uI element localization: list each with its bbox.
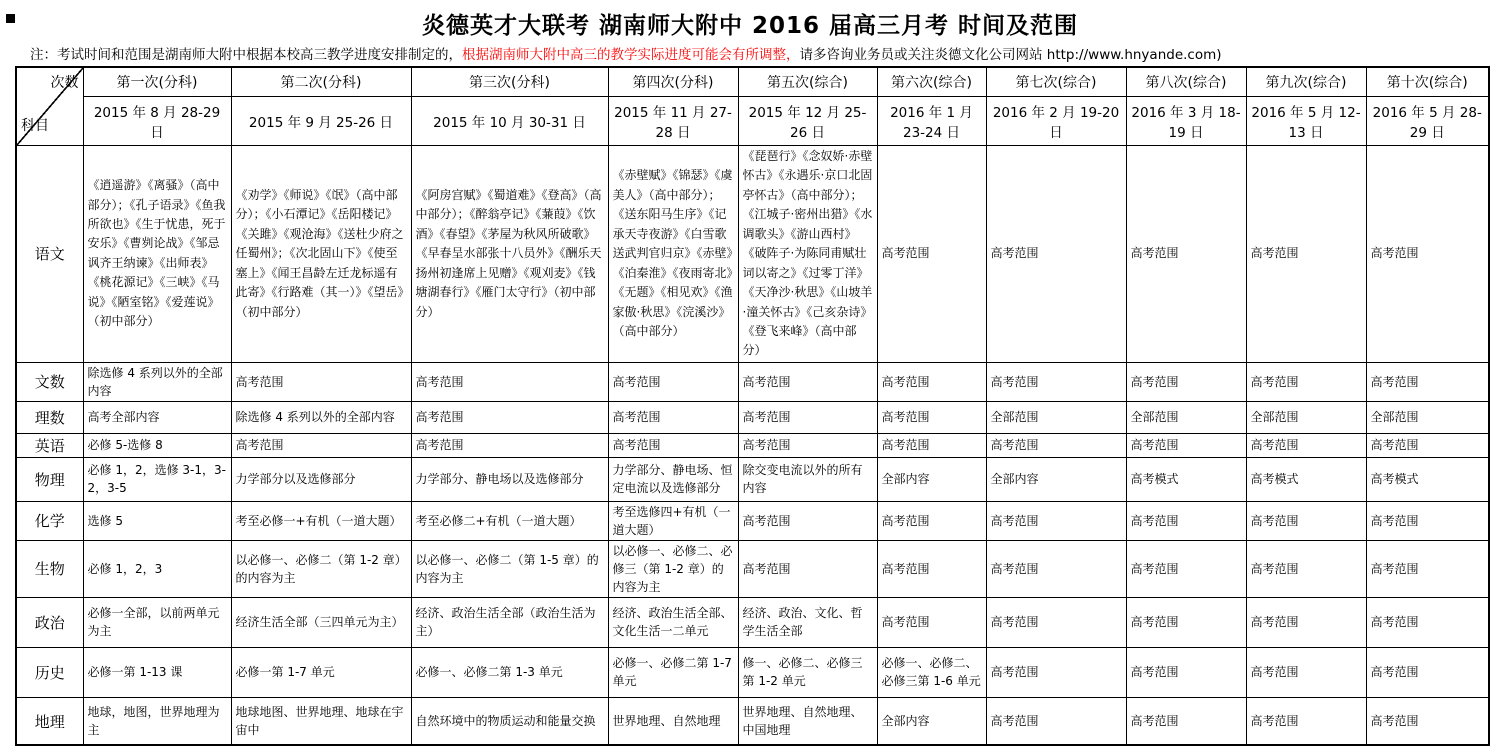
scope-cell: 以必修一、必修二（第 1-2 章）的内容为主 — [231, 540, 411, 597]
scope-cell: 经济、政治、文化、哲学生活全部 — [738, 597, 877, 647]
note-line — [30, 43, 1500, 63]
scope-cell: 高考范围 — [1126, 433, 1246, 457]
scope-cell: 必修 5-选修 8 — [83, 433, 231, 457]
scope-cell: 高考范围 — [986, 697, 1126, 745]
scope-cell: 世界地理、自然地理、中国地理 — [738, 697, 877, 745]
scope-cell: 修一、必修二、必修三第 1-2 单元 — [738, 647, 877, 697]
subject-label: 理数 — [16, 401, 83, 433]
scope-cell: 高考范围 — [1246, 540, 1366, 597]
scope-cell: 全部范围 — [1246, 401, 1366, 433]
exam-number-cell: 第三次(分科) — [411, 67, 608, 97]
subject-label: 语文 — [16, 146, 83, 363]
scope-cell: 经济、政治生活全部（政治生活为主） — [411, 597, 608, 647]
scope-cell: 高考范围 — [877, 401, 986, 433]
scope-cell: 高考范围 — [1246, 501, 1366, 540]
scope-cell: 《劝学》《师说》《氓》（高中部分）；《小石潭记》《岳阳楼记》《关雎》《观沧海》《送杜少府之任蜀州》；《次北固山下》《使至塞上》《闻王昌龄左迁龙标遥有此寄》《行路难（其一）》《望岳》（初中部分） — [231, 146, 411, 363]
subject-row — [16, 697, 1489, 745]
scope-cell: 力学部分、静电场以及选修部分 — [411, 457, 608, 501]
scope-cell: 高考范围 — [1246, 597, 1366, 647]
exam-number-cell: 第七次(综合) — [986, 67, 1126, 97]
scope-cell: 高考范围 — [1366, 146, 1489, 363]
subject-row — [16, 457, 1489, 501]
scope-cell: 《逍遥游》《离骚》（高中部分）；《孔子语录》《鱼我所欲也》《生于忧患，死于安乐》《曹刿论战》《邹忌讽齐王纳谏》《出师表》《桃花源记》《三峡》《马说》《陋室铭》《爱莲说》（初中部分） — [83, 146, 231, 363]
scope-cell: 高考范围 — [608, 362, 738, 401]
scope-cell: 自然环境中的物质运动和能量交换 — [411, 697, 608, 745]
scope-cell: 必修一、必修二第 1-3 单元 — [411, 647, 608, 697]
subject-label: 地理 — [16, 697, 83, 745]
scope-cell: 高考范围 — [738, 501, 877, 540]
corner-mark — [6, 14, 15, 23]
note-prefix: 注： — [30, 47, 57, 63]
note-text-red: 根据湖南师大附中高三的教学实际进度可能会有所调整， — [462, 47, 800, 63]
scope-cell: 高考范围 — [986, 146, 1126, 363]
scope-cell: 考至必修二+有机（一道大题） — [411, 501, 608, 540]
scope-cell: 高考范围 — [1366, 597, 1489, 647]
scope-cell: 高考范围 — [1366, 647, 1489, 697]
scope-cell: 高考范围 — [1366, 362, 1489, 401]
scope-cell: 高考范围 — [986, 362, 1126, 401]
exam-date-row — [16, 97, 1489, 146]
subject-row — [16, 401, 1489, 433]
scope-cell: 力学部分、静电场、恒定电流以及选修部分 — [608, 457, 738, 501]
scope-cell: 高考范围 — [608, 401, 738, 433]
scope-cell: 高考范围 — [1126, 146, 1246, 363]
scope-cell: 以必修一、必修二（第 1-5 章）的内容为主 — [411, 540, 608, 597]
scope-cell: 必修 1，2，3 — [83, 540, 231, 597]
scope-cell: 全部范围 — [986, 401, 1126, 433]
scope-cell: 高考范围 — [986, 501, 1126, 540]
exam-number-cell: 第十次(综合) — [1366, 67, 1489, 97]
exam-date-cell: 2016 年 3 月 18-19 日 — [1126, 97, 1246, 146]
exam-date-cell: 2015 年 10 月 30-31 日 — [411, 97, 608, 146]
scope-cell: 考至选修四+有机（一道大题） — [608, 501, 738, 540]
subject-row — [16, 597, 1489, 647]
scope-cell: 以必修一、必修二、必修三（第 1-2 章）的内容为主 — [608, 540, 738, 597]
subject-label: 生物 — [16, 540, 83, 597]
scope-cell: 高考范围 — [1126, 362, 1246, 401]
table-body — [16, 146, 1489, 746]
scope-cell: 高考范围 — [231, 362, 411, 401]
scope-cell: 高考范围 — [411, 401, 608, 433]
scope-cell: 选修 5 — [83, 501, 231, 540]
scope-cell: 《琵琶行》《念奴娇·赤壁怀古》《永遇乐·京口北固亭怀古》（高中部分）；《江城子·密州出猎》《水调歌头》《游山西村》《破阵子·为陈同甫赋壮词以寄之》《过零丁洋》《天净沙·秋思》《山坡羊·潼关怀古》《己亥杂诗》《登飞来峰》（高中部分） — [738, 146, 877, 363]
exam-date-cell: 2016 年 5 月 12-13 日 — [1246, 97, 1366, 146]
subject-label: 英语 — [16, 433, 83, 457]
scope-cell: 必修 1，2，选修 3-1，3-2，3-5 — [83, 457, 231, 501]
scope-cell: 高考范围 — [1246, 433, 1366, 457]
scope-cell: 高考范围 — [738, 433, 877, 457]
subject-row — [16, 433, 1489, 457]
scope-cell: 高考范围 — [877, 597, 986, 647]
scope-cell: 高考范围 — [1366, 697, 1489, 745]
scope-cell: 全部内容 — [877, 697, 986, 745]
scope-cell: 高考范围 — [1246, 647, 1366, 697]
scope-cell: 高考范围 — [986, 597, 1126, 647]
scope-cell: 高考范围 — [1246, 362, 1366, 401]
scope-cell: 地球，地图，世界地理为主 — [83, 697, 231, 745]
scope-cell: 高考模式 — [1246, 457, 1366, 501]
page-title: 炎德英才大联考 湖南师大附中 2016 届高三月考 时间及范围 — [421, 13, 1079, 39]
subject-label: 历史 — [16, 647, 83, 697]
scope-cell: 高考范围 — [738, 540, 877, 597]
scope-cell: 《阿房宫赋》《蜀道难》《登高》（高中部分）；《醉翁亭记》《蒹葭》《饮酒》《春望》《茅屋为秋风所破歌》《早春呈水部张十八员外》《酬乐天扬州初逢席上见赠》《观刈麦》《钱塘湖春行》《雁门太守行》（初中部分） — [411, 146, 608, 363]
scope-cell: 高考范围 — [1366, 540, 1489, 597]
exam-date-cell: 2015 年 9 月 25-26 日 — [231, 97, 411, 146]
exam-date-cell: 2015 年 8 月 28-29 日 — [83, 97, 231, 146]
scope-cell: 高考全部内容 — [83, 401, 231, 433]
scope-cell: 高考范围 — [608, 433, 738, 457]
scope-cell: 经济生活全部（三四单元为主） — [231, 597, 411, 647]
exam-number-cell: 第一次(分科) — [83, 67, 231, 97]
exam-date-cell: 2016 年 5 月 28-29 日 — [1366, 97, 1489, 146]
exam-number-cell: 第二次(分科) — [231, 67, 411, 97]
scope-cell: 高考范围 — [877, 362, 986, 401]
scope-cell: 高考范围 — [1126, 697, 1246, 745]
corner-label-subject: 科目 — [21, 118, 49, 134]
scope-cell: 高考范围 — [1126, 647, 1246, 697]
exam-number-cell: 第四次(分科) — [608, 67, 738, 97]
scope-cell: 高考范围 — [877, 501, 986, 540]
scope-cell: 高考范围 — [1366, 433, 1489, 457]
subject-label: 化学 — [16, 501, 83, 540]
scope-cell: 必修一全部，以前两单元为主 — [83, 597, 231, 647]
subject-label: 文数 — [16, 362, 83, 401]
scope-cell: 除选修 4 系列以外的全部内容 — [83, 362, 231, 401]
scope-cell: 《赤壁赋》《锦瑟》《虞美人》（高中部分）；《送东阳马生序》《记承天寺夜游》《白雪歌送武判官归京》《赤壁》《泊秦淮》《夜雨寄北》《无题》《相见欢》《渔家傲·秋思》《浣溪沙》（高中部分） — [608, 146, 738, 363]
scope-cell: 高考范围 — [231, 433, 411, 457]
scope-cell: 必修一、必修二、必修三第 1-6 单元 — [877, 647, 986, 697]
exam-number-cell: 第九次(综合) — [1246, 67, 1366, 97]
scope-cell: 全部范围 — [1126, 401, 1246, 433]
scope-cell: 全部内容 — [877, 457, 986, 501]
scope-cell: 高考范围 — [1126, 597, 1246, 647]
exam-date-cell: 2016 年 2 月 19-20 日 — [986, 97, 1126, 146]
scope-cell: 高考范围 — [411, 362, 608, 401]
scope-cell: 除交变电流以外的所有内容 — [738, 457, 877, 501]
scope-cell: 高考范围 — [877, 146, 986, 363]
scope-cell: 高考范围 — [1126, 540, 1246, 597]
exam-number-row — [16, 67, 1489, 97]
scope-cell: 高考模式 — [1366, 457, 1489, 501]
scope-cell: 必修一、必修二第 1-7 单元 — [608, 647, 738, 697]
exam-date-cell: 2015 年 11 月 27-28 日 — [608, 97, 738, 146]
scope-cell: 高考范围 — [411, 433, 608, 457]
subject-label: 物理 — [16, 457, 83, 501]
scope-cell: 高考范围 — [1126, 501, 1246, 540]
exam-number-cell: 第六次(综合) — [877, 67, 986, 97]
scope-cell: 世界地理、自然地理 — [608, 697, 738, 745]
scope-cell: 高考模式 — [1126, 457, 1246, 501]
subject-row — [16, 362, 1489, 401]
scope-cell: 全部内容 — [986, 457, 1126, 501]
exam-number-cell: 第五次(综合) — [738, 67, 877, 97]
note-text-black-1: 考试时间和范围是湖南师大附中根据本校高三教学进度安排制定的， — [57, 47, 462, 63]
exam-date-cell: 2015 年 12 月 25-26 日 — [738, 97, 877, 146]
scope-cell: 高考范围 — [986, 647, 1126, 697]
corner-header-cell — [16, 67, 83, 146]
scope-cell: 高考范围 — [877, 433, 986, 457]
scope-cell: 高考范围 — [986, 540, 1126, 597]
scope-cell: 高考范围 — [877, 540, 986, 597]
scope-cell: 高考范围 — [1246, 697, 1366, 745]
scope-cell: 除选修 4 系列以外的全部内容 — [231, 401, 411, 433]
table-header — [16, 67, 1489, 146]
scope-cell: 考至必修一+有机（一道大题） — [231, 501, 411, 540]
corner-label-count: 次数 — [50, 75, 79, 91]
exam-date-cell: 2016 年 1 月 23-24 日 — [877, 97, 986, 146]
scope-cell: 高考范围 — [738, 401, 877, 433]
scope-cell: 地球地图、世界地理、地球在宇宙中 — [231, 697, 411, 745]
scope-cell: 必修一第 1-13 课 — [83, 647, 231, 697]
note-text-black-2: 请多咨询业务员或关注炎德文化公司网站 http://www.hnyande.com) — [799, 47, 1222, 63]
scope-cell: 高考范围 — [986, 433, 1126, 457]
scope-cell: 力学部分以及选修部分 — [231, 457, 411, 501]
scope-cell: 高考范围 — [1366, 501, 1489, 540]
scope-cell: 高考范围 — [738, 362, 877, 401]
scope-cell: 必修一第 1-7 单元 — [231, 647, 411, 697]
exam-number-cell: 第八次(综合) — [1126, 67, 1246, 97]
subject-row — [16, 146, 1489, 363]
subject-label: 政治 — [16, 597, 83, 647]
scope-cell: 全部范围 — [1366, 401, 1489, 433]
subject-row — [16, 540, 1489, 597]
scope-cell: 高考范围 — [1246, 146, 1366, 363]
subject-row — [16, 501, 1489, 540]
exam-schedule-table — [15, 66, 1490, 746]
scope-cell: 经济、政治生活全部、文化生活一二单元 — [608, 597, 738, 647]
